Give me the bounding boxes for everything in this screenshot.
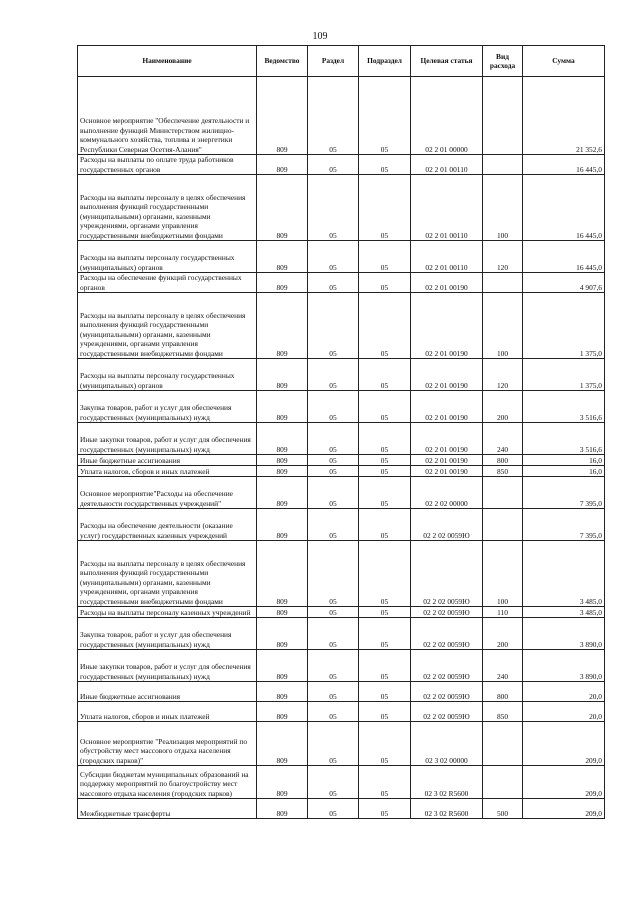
row-amount: 16 445,0 xyxy=(523,241,605,273)
row-section: 05 xyxy=(308,766,359,799)
row-name: Основное мероприятие "Реализация мероприятий по обустройству мест массового отдыха населения (городских парков)" xyxy=(78,722,257,766)
row-expense-type: 110 xyxy=(483,607,523,618)
row-name: Расходы на обеспечение функций государственных органов xyxy=(78,273,257,293)
row-dept: 809 xyxy=(257,541,308,607)
row-subsection: 05 xyxy=(359,766,411,799)
row-subsection: 05 xyxy=(359,391,411,423)
row-dept: 809 xyxy=(257,77,308,155)
row-subsection: 05 xyxy=(359,175,411,241)
row-amount: 20,0 xyxy=(523,682,605,702)
row-name: Расходы на выплаты персоналу в целях обеспечения выполнения функций государственными (муниципальными) органами, казенными учреждениями, органами управления государственными внебюджетными фондами xyxy=(78,175,257,241)
table-row xyxy=(78,766,605,799)
row-expense-type xyxy=(483,273,523,293)
row-target: 02 2 02 0059Ю xyxy=(411,702,483,722)
table-row xyxy=(78,155,605,175)
row-name: Субсидии бюджетам муниципальных образований на поддержку мероприятий по благоустройству мест массового отдыха населения (городских парков) xyxy=(78,766,257,799)
row-subsection: 05 xyxy=(359,359,411,391)
row-section: 05 xyxy=(308,423,359,455)
row-subsection: 05 xyxy=(359,466,411,477)
row-target: 02 2 01 00190 xyxy=(411,423,483,455)
row-amount: 21 352,6 xyxy=(523,77,605,155)
header-expense-type: Вид расхода xyxy=(483,46,523,77)
row-subsection: 05 xyxy=(359,155,411,175)
row-target: 02 2 01 00190 xyxy=(411,293,483,359)
row-expense-type xyxy=(483,766,523,799)
row-name: Межбюджетные трансферты xyxy=(78,799,257,819)
row-target: 02 2 02 0059Ю xyxy=(411,509,483,541)
row-section: 05 xyxy=(308,541,359,607)
row-dept: 809 xyxy=(257,607,308,618)
row-section: 05 xyxy=(308,702,359,722)
row-section: 05 xyxy=(308,477,359,509)
row-expense-type xyxy=(483,77,523,155)
row-amount: 16,0 xyxy=(523,466,605,477)
row-section: 05 xyxy=(308,799,359,819)
row-dept: 809 xyxy=(257,650,308,682)
row-expense-type: 200 xyxy=(483,391,523,423)
table-row xyxy=(78,509,605,541)
table-row xyxy=(78,541,605,607)
row-subsection: 05 xyxy=(359,455,411,466)
row-amount: 4 907,6 xyxy=(523,273,605,293)
table-row xyxy=(78,722,605,766)
table-row xyxy=(78,175,605,241)
row-section: 05 xyxy=(308,155,359,175)
row-amount: 16 445,0 xyxy=(523,155,605,175)
row-expense-type: 200 xyxy=(483,618,523,650)
row-subsection: 05 xyxy=(359,650,411,682)
row-subsection: 05 xyxy=(359,607,411,618)
row-target: 02 3 02 00000 xyxy=(411,722,483,766)
row-amount: 7 395,0 xyxy=(523,477,605,509)
row-dept: 809 xyxy=(257,509,308,541)
header-section: Раздел xyxy=(308,46,359,77)
row-name: Расходы на выплаты персоналу в целях обеспечения выполнения функций государственными (муниципальными) органами, казенными учреждениями, органами управления государственными внебюджетными фондами xyxy=(78,541,257,607)
table-row xyxy=(78,466,605,477)
row-expense-type xyxy=(483,722,523,766)
row-expense-type: 100 xyxy=(483,175,523,241)
row-target: 02 2 01 00000 xyxy=(411,77,483,155)
row-section: 05 xyxy=(308,77,359,155)
row-section: 05 xyxy=(308,650,359,682)
row-section: 05 xyxy=(308,509,359,541)
row-target: 02 2 01 00190 xyxy=(411,359,483,391)
row-subsection: 05 xyxy=(359,477,411,509)
row-section: 05 xyxy=(308,273,359,293)
row-target: 02 3 02 R5600 xyxy=(411,799,483,819)
row-name: Иные бюджетные ассигнования xyxy=(78,682,257,702)
row-name: Уплата налогов, сборов и иных платежей xyxy=(78,702,257,722)
header-dept: Ведомство xyxy=(257,46,308,77)
row-name: Уплата налогов, сборов и иных платежей xyxy=(78,466,257,477)
row-expense-type: 240 xyxy=(483,423,523,455)
row-target: 02 2 02 0059Ю xyxy=(411,607,483,618)
row-subsection: 05 xyxy=(359,682,411,702)
row-dept: 809 xyxy=(257,682,308,702)
row-name: Закупка товаров, работ и услуг для обеспечения государственных (муниципальных) нужд xyxy=(78,391,257,423)
row-target: 02 2 02 0059Ю xyxy=(411,618,483,650)
row-target: 02 3 02 R5600 xyxy=(411,766,483,799)
header-target: Целевая статья xyxy=(411,46,483,77)
row-expense-type: 850 xyxy=(483,466,523,477)
row-section: 05 xyxy=(308,293,359,359)
table-row xyxy=(78,359,605,391)
row-subsection: 05 xyxy=(359,618,411,650)
row-dept: 809 xyxy=(257,175,308,241)
row-target: 02 2 01 00110 xyxy=(411,155,483,175)
row-dept: 809 xyxy=(257,722,308,766)
row-dept: 809 xyxy=(257,466,308,477)
row-subsection: 05 xyxy=(359,799,411,819)
row-section: 05 xyxy=(308,607,359,618)
row-subsection: 05 xyxy=(359,273,411,293)
row-name: Расходы на выплаты персоналу казенных учреждений xyxy=(78,607,257,618)
header-name: Наименование xyxy=(78,46,257,77)
row-dept: 809 xyxy=(257,391,308,423)
row-dept: 809 xyxy=(257,359,308,391)
row-name: Расходы на выплаты персоналу в целях обеспечения выполнения функций государственными (муниципальными) органами, казенными учреждениями, органами управления государственными внебюджетными фондами xyxy=(78,293,257,359)
row-amount: 3 890,0 xyxy=(523,618,605,650)
table-row xyxy=(78,799,605,819)
table-row xyxy=(78,607,605,618)
row-expense-type xyxy=(483,509,523,541)
row-expense-type: 120 xyxy=(483,241,523,273)
row-subsection: 05 xyxy=(359,702,411,722)
table-row xyxy=(78,273,605,293)
row-expense-type: 800 xyxy=(483,682,523,702)
table-row xyxy=(78,455,605,466)
table-row xyxy=(78,477,605,509)
row-dept: 809 xyxy=(257,455,308,466)
row-dept: 809 xyxy=(257,799,308,819)
row-dept: 809 xyxy=(257,423,308,455)
row-expense-type: 850 xyxy=(483,702,523,722)
row-dept: 809 xyxy=(257,241,308,273)
table-row xyxy=(78,618,605,650)
row-amount: 3 516,6 xyxy=(523,423,605,455)
row-target: 02 2 01 00190 xyxy=(411,273,483,293)
row-amount: 3 485,0 xyxy=(523,607,605,618)
row-expense-type xyxy=(483,477,523,509)
row-target: 02 2 02 0059Ю xyxy=(411,650,483,682)
row-amount: 3 485,0 xyxy=(523,541,605,607)
table-row xyxy=(78,682,605,702)
row-amount: 16,0 xyxy=(523,455,605,466)
row-target: 02 2 01 00110 xyxy=(411,175,483,241)
row-amount: 209,0 xyxy=(523,799,605,819)
row-dept: 809 xyxy=(257,155,308,175)
row-name: Расходы на выплаты персоналу государственных (муниципальных) органов xyxy=(78,241,257,273)
row-subsection: 05 xyxy=(359,241,411,273)
row-section: 05 xyxy=(308,241,359,273)
table-row xyxy=(78,241,605,273)
header-amount: Сумма xyxy=(523,46,605,77)
row-target: 02 2 01 00190 xyxy=(411,466,483,477)
row-name: Основное мероприятие"Расходы на обеспечение деятельности государственных учреждений" xyxy=(78,477,257,509)
row-section: 05 xyxy=(308,175,359,241)
row-name: Иные бюджетные ассигнования xyxy=(78,455,257,466)
row-section: 05 xyxy=(308,682,359,702)
row-subsection: 05 xyxy=(359,293,411,359)
row-section: 05 xyxy=(308,359,359,391)
row-expense-type: 120 xyxy=(483,359,523,391)
row-dept: 809 xyxy=(257,293,308,359)
row-name: Расходы на выплаты персоналу государственных (муниципальных) органов xyxy=(78,359,257,391)
row-target: 02 2 01 00190 xyxy=(411,455,483,466)
row-amount: 7 395,0 xyxy=(523,509,605,541)
row-amount: 209,0 xyxy=(523,766,605,799)
table-header-row xyxy=(78,46,605,77)
header-subsection: Подраздел xyxy=(359,46,411,77)
row-target: 02 2 02 0059Ю xyxy=(411,682,483,702)
row-amount: 3 890,0 xyxy=(523,650,605,682)
row-target: 02 2 01 00190 xyxy=(411,391,483,423)
row-subsection: 05 xyxy=(359,423,411,455)
row-target: 02 2 02 0059Ю xyxy=(411,541,483,607)
row-name: Иные закупки товаров, работ и услуг для обеспечения государственных (муниципальных) нужд xyxy=(78,650,257,682)
row-amount: 209,0 xyxy=(523,722,605,766)
table-row xyxy=(78,391,605,423)
row-expense-type: 100 xyxy=(483,293,523,359)
row-subsection: 05 xyxy=(359,77,411,155)
row-subsection: 05 xyxy=(359,722,411,766)
budget-table xyxy=(77,45,605,819)
row-expense-type: 240 xyxy=(483,650,523,682)
row-amount: 3 516,6 xyxy=(523,391,605,423)
row-target: 02 2 01 00110 xyxy=(411,241,483,273)
row-section: 05 xyxy=(308,466,359,477)
row-name: Основное мероприятие "Обеспечение деятельности и выполнение функций Министерством жилищно-коммунального хозяйства, топлива и энергетики Республики Северная Осетия-Алания" xyxy=(78,77,257,155)
row-section: 05 xyxy=(308,391,359,423)
row-section: 05 xyxy=(308,722,359,766)
row-amount: 16 445,0 xyxy=(523,175,605,241)
row-dept: 809 xyxy=(257,702,308,722)
table-row xyxy=(78,650,605,682)
row-subsection: 05 xyxy=(359,541,411,607)
table-row xyxy=(78,423,605,455)
row-name: Расходы на обеспечение деятельности (оказание услуг) государственных казенных учреждений xyxy=(78,509,257,541)
row-expense-type: 100 xyxy=(483,541,523,607)
row-expense-type: 500 xyxy=(483,799,523,819)
row-subsection: 05 xyxy=(359,509,411,541)
row-expense-type: 800 xyxy=(483,455,523,466)
row-section: 05 xyxy=(308,618,359,650)
table-row xyxy=(78,293,605,359)
row-amount: 1 375,0 xyxy=(523,293,605,359)
page-number: 109 xyxy=(312,31,328,42)
row-amount: 20,0 xyxy=(523,702,605,722)
row-dept: 809 xyxy=(257,273,308,293)
row-amount: 1 375,0 xyxy=(523,359,605,391)
row-name: Иные закупки товаров, работ и услуг для обеспечения государственных (муниципальных) нужд xyxy=(78,423,257,455)
row-section: 05 xyxy=(308,455,359,466)
row-expense-type xyxy=(483,155,523,175)
row-target: 02 2 02 00000 xyxy=(411,477,483,509)
table-row xyxy=(78,77,605,155)
row-dept: 809 xyxy=(257,618,308,650)
row-dept: 809 xyxy=(257,477,308,509)
row-dept: 809 xyxy=(257,766,308,799)
table-row xyxy=(78,702,605,722)
row-name: Закупка товаров, работ и услуг для обеспечения государственных (муниципальных) нужд xyxy=(78,618,257,650)
row-name: Расходы на выплаты по оплате труда работников государственных органов xyxy=(78,155,257,175)
